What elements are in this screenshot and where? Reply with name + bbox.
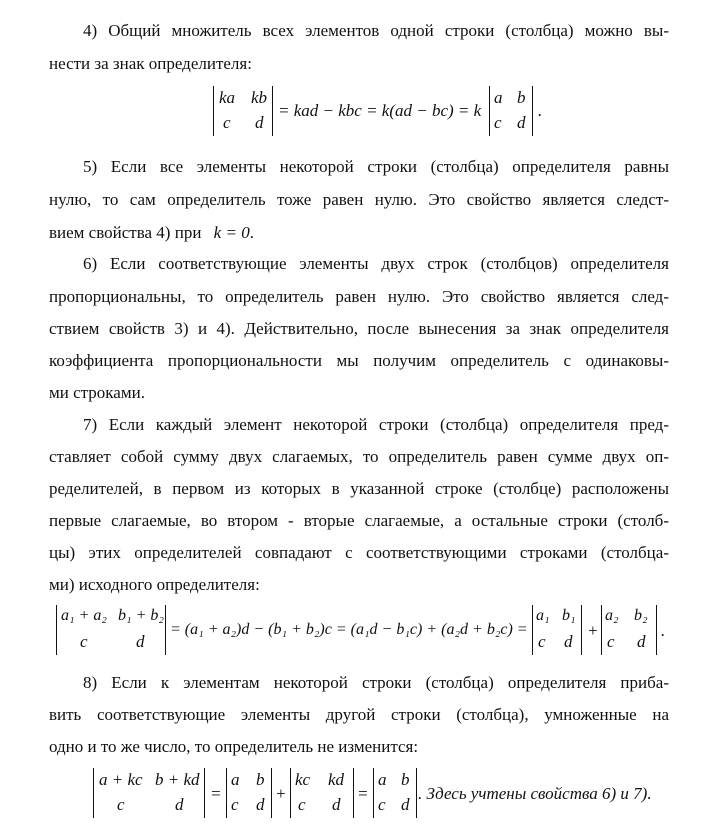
p7-det-b [601,605,657,655]
p7-det-left [56,605,166,655]
det-cell: d [332,795,341,814]
p4-equation: = kad − kbc = k(ad − bc) = k [278,101,482,120]
det-bar-left [601,605,602,655]
det-cell: ka [219,88,236,107]
det-cell: a [231,770,240,789]
det-cell: b₁ [562,607,576,624]
p8-equals-2: = [357,784,369,803]
det-cell: d [517,113,526,132]
det-cell: c [223,113,231,132]
det-bar-right [581,605,582,655]
p6-line2: пропорциональны, то определитель равен нулю. Это свойство является след- [49,287,669,306]
det-cell: c [231,795,239,814]
det-bar-left [373,768,374,818]
det-bar-right [532,86,533,136]
p8-line1: 8) Если к элементам некоторой строки (столбца) определителя прибa- [83,673,669,692]
det-cell: d [175,795,184,814]
p5-line3 [49,222,254,244]
p4-det-right [489,86,533,136]
det-cell: b₂ [634,607,648,624]
det-cell: b [401,770,410,789]
p5-line3-text: вием свойства 4) при [49,223,202,242]
det-cell: d [256,795,265,814]
p4-line1: 4) Общий множитель всех элементов одной строки (столбца) можно вы- [83,21,669,40]
det-bar-right [204,768,205,818]
p7-period: . [661,621,666,640]
p5-line2: нулю, то сам определитель тоже равен нулю. Это свойство является следст- [49,190,669,209]
det-cell: a₁ [536,607,550,624]
det-bar-right [416,768,417,818]
det-bar-left [56,605,57,655]
p7-line5: цы) этих определителей совпадают с соответствующими строками (столбца- [49,543,669,562]
det-cell: b [517,88,526,107]
det-cell: kd [328,770,345,789]
p6-line5: ми строками. [49,383,145,402]
det-cell: d [255,113,264,132]
p8-line3: одно и то же число, то определитель не изменится: [49,737,419,756]
det-cell: b [256,770,265,789]
det-cell: c [538,632,546,651]
det-bar-right [271,768,272,818]
det-cell: d [637,632,646,651]
p8-plus: + [275,784,287,803]
det-cell: b₁ + b₂ [118,607,164,624]
p7-det-a [532,605,582,655]
det-bar-left [213,86,214,136]
det-cell: a₁ + a₂ [61,607,107,624]
det-cell: a₂ [605,607,619,624]
det-bar-right [656,605,657,655]
det-bar-left [93,768,94,818]
det-cell: kc [295,770,311,789]
p7-line1: 7) Если каждый элемент некоторой строки (столбца) определителя пред- [83,415,669,434]
p7-equation: = (a₁ + a₂)d − (b₁ + b₂)c = (a₁d − b₁c) + (a₂d + b₂c) = [170,621,528,638]
det-cell: kb [251,88,268,107]
det-cell: d [401,795,410,814]
det-cell: a [378,770,387,789]
p8-det-4 [373,768,417,818]
det-cell: c [80,632,88,651]
det-cell: c [494,113,502,132]
det-bar-left [489,86,490,136]
p8-det-2 [226,768,272,818]
p6-line1: 6) Если соответствующие элементы двух строк (столбцов) определителя [83,254,669,273]
p4-period: . [538,101,543,120]
p7-plus: + [587,621,599,640]
p6-line3: ствием свойств 3) и 4). Действительно, после вынесения за знак определителя [49,319,669,338]
p7-line3: ределителей, в первом из которых в указанной строке (столбце) расположены [49,479,669,498]
det-bar-left [290,768,291,818]
p5-line1: 5) Если все элементы некоторой строки (столбца) определителя равны [83,157,669,176]
det-cell: a + kc [99,770,143,789]
p7-line4: первые слагаемые, во втором - вторые слагаемые, а остальные строки (столб- [49,511,669,530]
p5-period: . [249,223,254,242]
det-cell: d [564,632,573,651]
det-bar-left [226,768,227,818]
p8-tail-text: . Здесь учтены свойства 6) и 7). [418,784,652,803]
det-bar-right [353,768,354,818]
det-cell: c [117,795,125,814]
p8-det-1 [93,768,205,818]
det-cell: a [494,88,503,107]
det-cell: c [298,795,306,814]
det-cell: c [378,795,386,814]
det-cell: c [607,632,615,651]
p7-line2: ставляет собой сумму двух слагаемых, то определитель равен сумме двух оп- [49,447,669,466]
p5-k-equals-zero: k = 0 [213,223,250,242]
p7-line6: ми) исходного определителя: [49,575,260,594]
p4-line2: нести за знак определителя: [49,54,252,73]
det-bar-left [532,605,533,655]
p6-line4: коэффициента пропорциональности мы получим определитель с одинаковы- [49,351,669,370]
p8-equals-1: = [210,784,222,803]
p8-det-3 [290,768,354,818]
det-cell: b + kd [155,770,200,789]
det-bar-right [272,86,273,136]
p4-det-left [213,86,273,136]
p8-line2: вить соответствующие элементы другой строки (столбца), умноженные на [49,705,669,724]
det-bar-right [165,605,166,655]
det-cell: d [136,632,145,651]
